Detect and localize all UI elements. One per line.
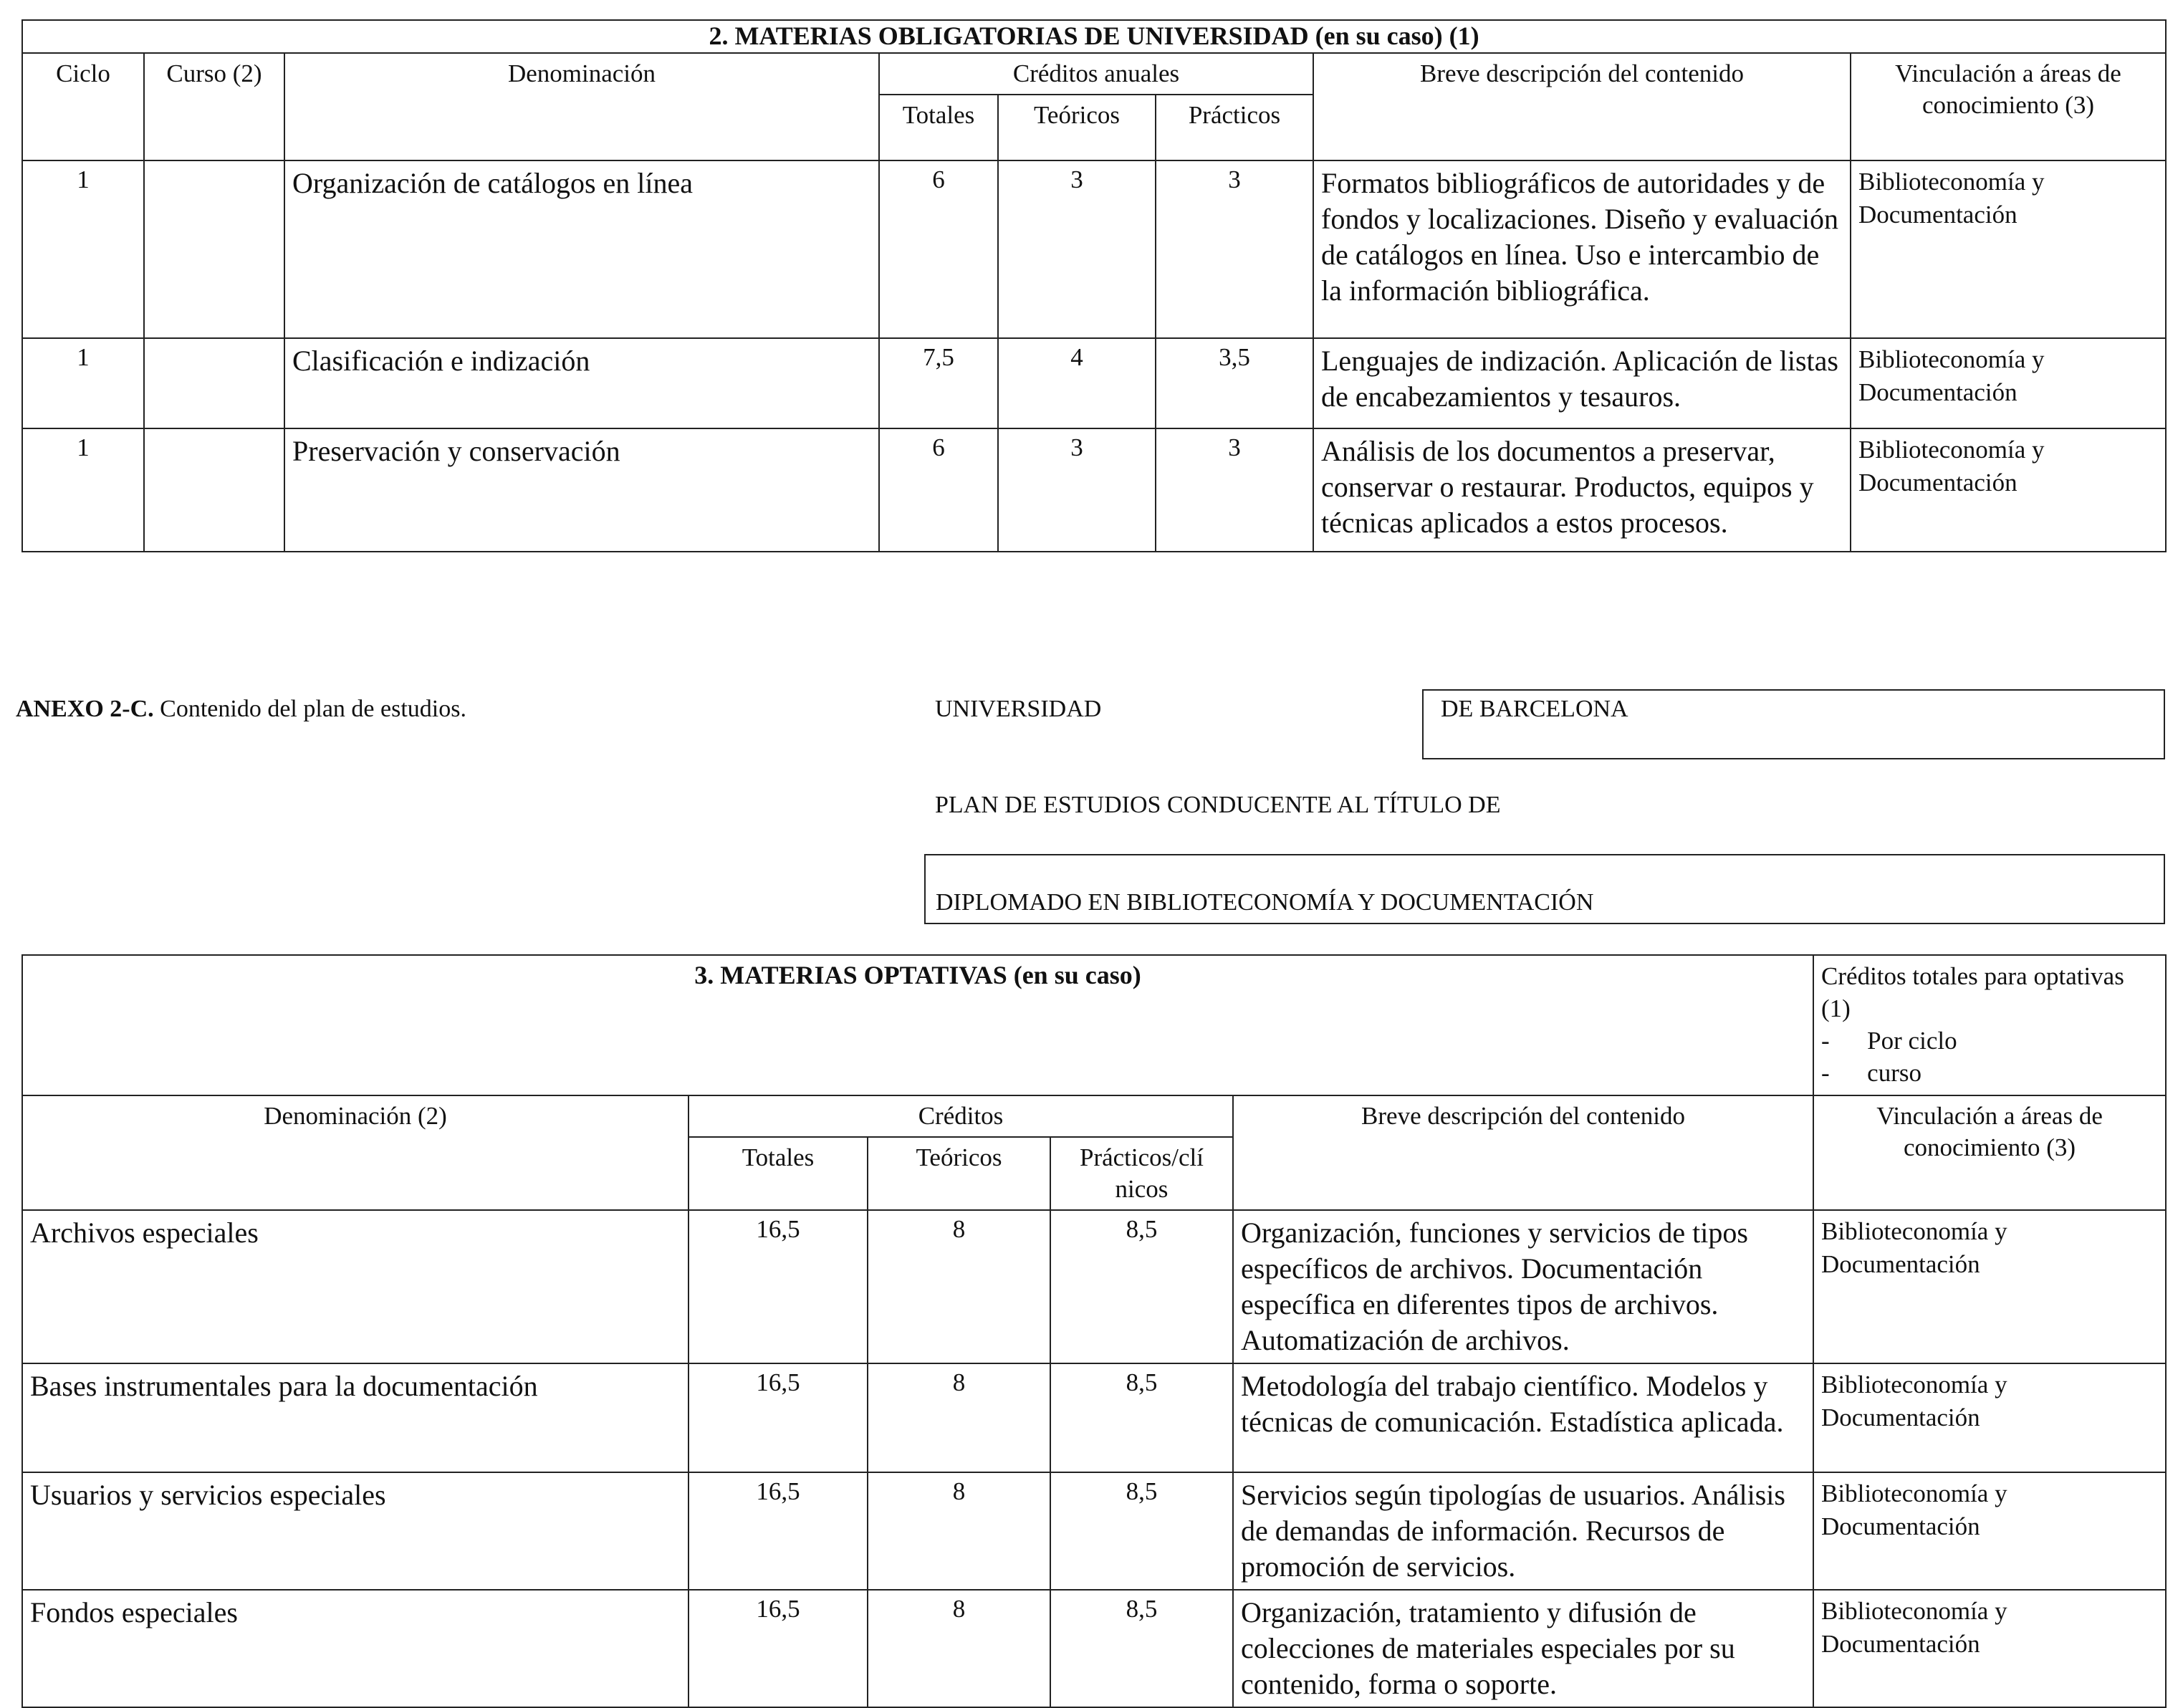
obligatorias-table <box>21 19 2167 552</box>
cell-denominacion: Organización de catálogos en línea <box>284 160 879 338</box>
universidad-value: DE BARCELONA <box>1441 696 1628 722</box>
cell-descripcion: Organización, tratamiento y difusión de colecciones de materiales especiales por su contenido, forma o soporte. <box>1233 1590 1813 1707</box>
cell-totales: 6 <box>879 160 998 338</box>
table-row <box>22 1363 2166 1472</box>
header-vinculacion: Vinculación a áreas de conocimiento (3) <box>1813 1095 2166 1210</box>
cell-teoricos: 3 <box>998 428 1156 552</box>
header-vinculacion: Vinculación a áreas de conocimiento (3) <box>1851 53 2166 160</box>
table-row <box>22 428 2166 552</box>
header-practicos: Prácticos <box>1156 95 1313 160</box>
cell-ciclo: 1 <box>22 338 144 428</box>
cell-practicos: 3 <box>1156 160 1313 338</box>
section2-title: 2. MATERIAS OBLIGATORIAS DE UNIVERSIDAD (en su caso) (1) <box>22 20 2166 53</box>
cell-descripcion: Organización, funciones y servicios de tipos específicos de archivos. Documentación específica en diferentes tipos de archivos. Automatización de archivos. <box>1233 1210 1813 1363</box>
header-ciclo: Ciclo <box>22 53 144 160</box>
header-creditos-anuales: Créditos anuales <box>879 53 1313 95</box>
creditos-totales-line3: - Por ciclo <box>1821 1027 1957 1055</box>
cell-totales: 16,5 <box>689 1210 868 1363</box>
header-totales: Totales <box>879 95 998 160</box>
header-teoricos: Teóricos <box>868 1137 1050 1210</box>
cell-area: Biblioteconomía y Documentación <box>1813 1363 2166 1472</box>
plan-label: PLAN DE ESTUDIOS CONDUCENTE AL TÍTULO DE <box>935 792 1501 818</box>
cell-ciclo: 1 <box>22 428 144 552</box>
cell-area: Biblioteconomía y Documentación <box>1851 428 2166 552</box>
annex-label-text: Contenido del plan de estudios. <box>160 696 466 722</box>
cell-teoricos: 8 <box>868 1590 1050 1707</box>
titulo-box <box>924 854 2165 924</box>
table-row <box>22 1590 2166 1707</box>
creditos-totales-line1: Créditos totales para optativas <box>1821 962 2124 990</box>
cell-totales: 16,5 <box>689 1363 868 1472</box>
table-row <box>22 1472 2166 1590</box>
header-practicos: Prácticos/clí nicos <box>1050 1137 1233 1210</box>
optativas-table <box>21 954 2167 1708</box>
titulo-value: DIPLOMADO EN BIBLIOTECONOMÍA Y DOCUMENTACIÓN <box>936 889 1594 916</box>
cell-descripcion: Análisis de los documentos a preservar, conservar o restaurar. Productos, equipos y técnicas aplicados a estos procesos. <box>1313 428 1851 552</box>
cell-teoricos: 8 <box>868 1363 1050 1472</box>
cell-denominacion: Archivos especiales <box>22 1210 689 1363</box>
cell-practicos: 8,5 <box>1050 1472 1233 1590</box>
cell-descripcion: Formatos bibliográficos de autoridades y de fondos y localizaciones. Diseño y evaluación de catálogos en línea. Uso e intercambio de la información bibliográfica. <box>1313 160 1851 338</box>
cell-descripcion: Lenguajes de indización. Aplicación de listas de encabezamientos y tesauros. <box>1313 338 1851 428</box>
cell-totales: 6 <box>879 428 998 552</box>
header-teoricos: Teóricos <box>998 95 1156 160</box>
cell-denominacion: Clasificación e indización <box>284 338 879 428</box>
annex-label-bold: ANEXO 2-C. <box>16 696 154 722</box>
annex-label <box>16 695 466 724</box>
cell-descripcion: Metodología del trabajo científico. Modelos y técnicas de comunicación. Estadística aplicada. <box>1233 1363 1813 1472</box>
cell-area: Biblioteconomía y Documentación <box>1851 338 2166 428</box>
cell-curso <box>144 338 284 428</box>
cell-area: Biblioteconomía y Documentación <box>1851 160 2166 338</box>
universidad-box <box>1422 689 2165 759</box>
cell-practicos: 3 <box>1156 428 1313 552</box>
cell-ciclo: 1 <box>22 160 144 338</box>
cell-descripcion: Servicios según tipologías de usuarios. Análisis de demandas de información. Recursos de promoción de servicios. <box>1233 1472 1813 1590</box>
cell-curso <box>144 160 284 338</box>
cell-area: Biblioteconomía y Documentación <box>1813 1590 2166 1707</box>
header-denominacion: Denominación (2) <box>22 1095 689 1210</box>
header-descripcion: Breve descripción del contenido <box>1313 53 1851 160</box>
table-row <box>22 160 2166 338</box>
header-descripcion: Breve descripción del contenido <box>1233 1095 1813 1210</box>
cell-area: Biblioteconomía y Documentación <box>1813 1472 2166 1590</box>
header-denominacion: Denominación <box>284 53 879 160</box>
table-row <box>22 1210 2166 1363</box>
cell-area: Biblioteconomía y Documentación <box>1813 1210 2166 1363</box>
cell-practicos: 8,5 <box>1050 1590 1233 1707</box>
cell-teoricos: 8 <box>868 1472 1050 1590</box>
cell-teoricos: 3 <box>998 160 1156 338</box>
cell-totales: 7,5 <box>879 338 998 428</box>
cell-totales: 16,5 <box>689 1590 868 1707</box>
section3-title: 3. MATERIAS OPTATIVAS (en su caso) <box>22 955 1813 1095</box>
universidad-label: UNIVERSIDAD <box>935 696 1102 722</box>
cell-denominacion: Fondos especiales <box>22 1590 689 1707</box>
cell-teoricos: 8 <box>868 1210 1050 1363</box>
cell-denominacion: Usuarios y servicios especiales <box>22 1472 689 1590</box>
creditos-totales-optativas <box>1813 955 2166 1095</box>
cell-denominacion: Preservación y conservación <box>284 428 879 552</box>
header-creditos: Créditos <box>689 1095 1233 1137</box>
creditos-totales-line2: (1) <box>1821 994 1851 1022</box>
cell-practicos: 3,5 <box>1156 338 1313 428</box>
cell-curso <box>144 428 284 552</box>
cell-totales: 16,5 <box>689 1472 868 1590</box>
cell-practicos: 8,5 <box>1050 1363 1233 1472</box>
table-row <box>22 338 2166 428</box>
cell-denominacion: Bases instrumentales para la documentación <box>22 1363 689 1472</box>
cell-teoricos: 4 <box>998 338 1156 428</box>
header-totales: Totales <box>689 1137 868 1210</box>
creditos-totales-line4: - curso <box>1821 1059 1921 1087</box>
cell-practicos: 8,5 <box>1050 1210 1233 1363</box>
header-curso: Curso (2) <box>144 53 284 160</box>
